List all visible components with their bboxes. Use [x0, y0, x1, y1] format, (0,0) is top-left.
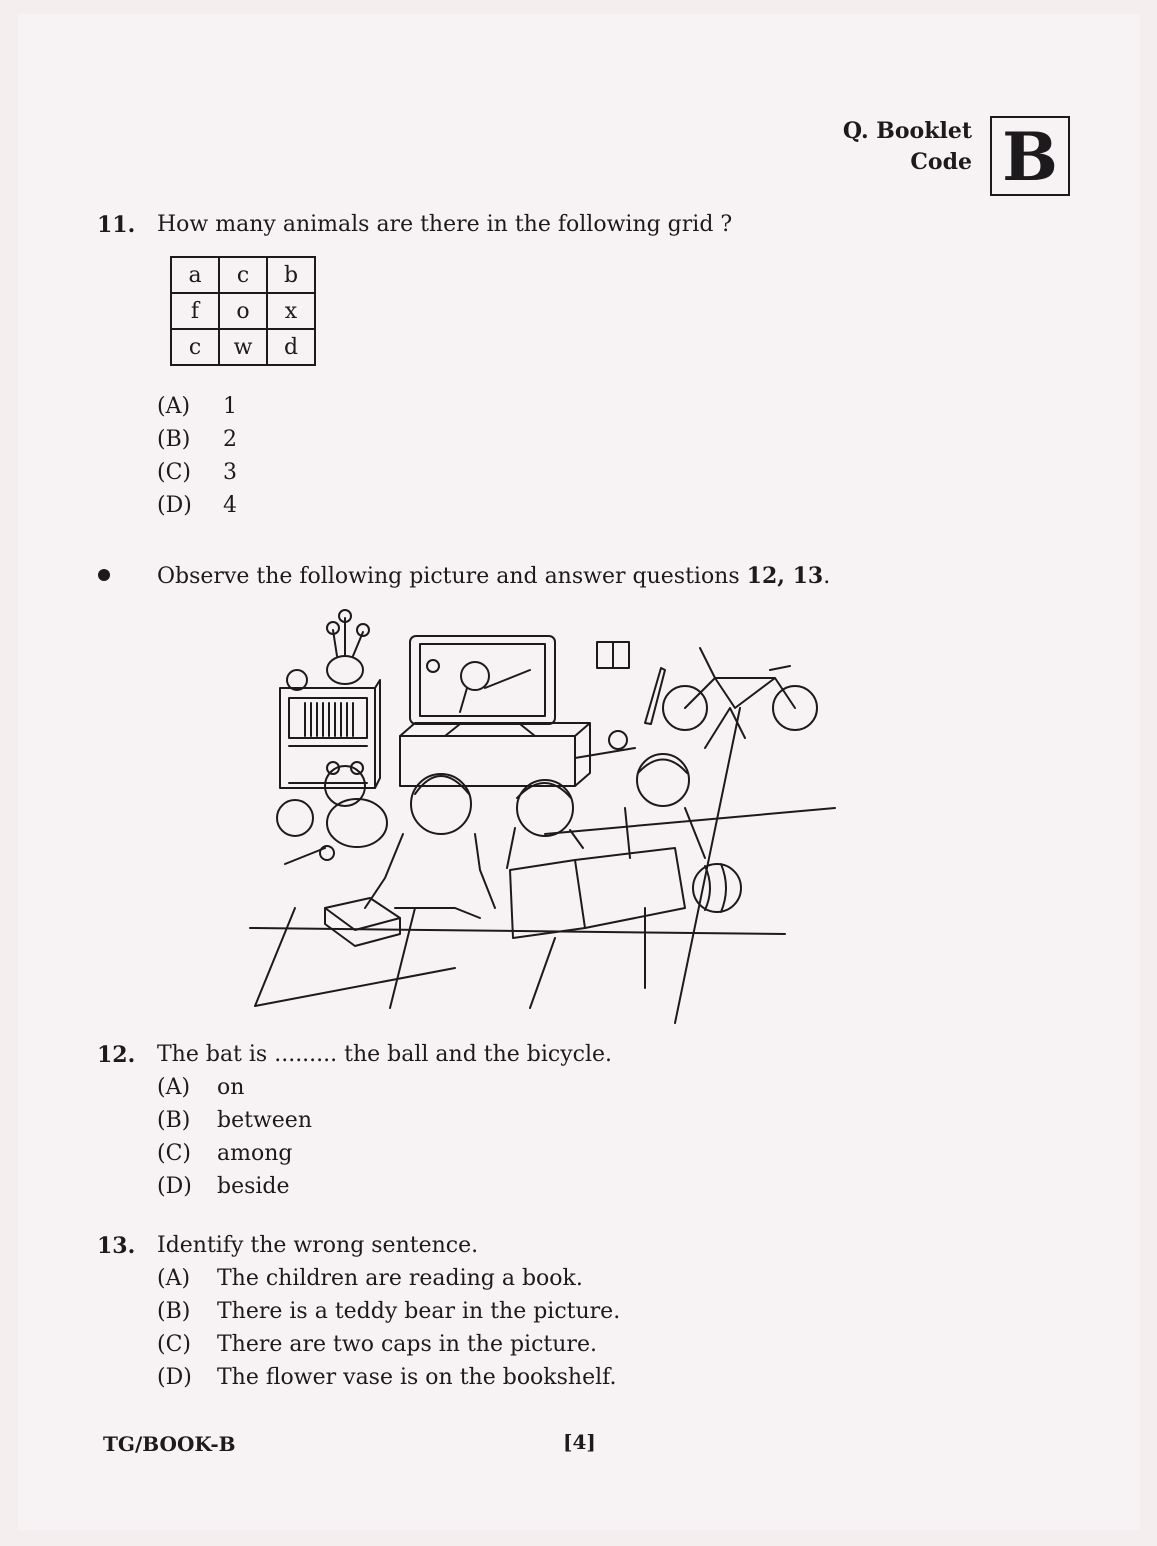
- bullet-icon: [98, 569, 110, 581]
- grid-cell: d: [267, 329, 315, 365]
- question-text: How many animals are there in the following grid ?: [157, 212, 733, 237]
- teddy-bear: [325, 762, 387, 847]
- page-number: [4]: [563, 1430, 596, 1454]
- grid-cell: w: [219, 329, 267, 365]
- option: (A) The children are reading a book.: [157, 1266, 583, 1291]
- flower-vase: [327, 610, 369, 684]
- question-number: 11.: [97, 212, 136, 238]
- option: (A) 1: [157, 394, 237, 419]
- instruction-text: Observe the following picture and answer questions 12, 13.: [157, 563, 831, 589]
- booklet-code-box: B: [990, 116, 1070, 196]
- question-text: Identify the wrong sentence.: [157, 1233, 479, 1258]
- child-2: [507, 748, 635, 868]
- option: (B) There is a teddy bear in the picture.: [157, 1299, 621, 1324]
- option: (B) 2: [157, 427, 237, 452]
- floor-line: [390, 708, 740, 1023]
- question-text: The bat is ......... the ball and the bicycle.: [157, 1042, 613, 1067]
- grid-cell: x: [267, 293, 315, 329]
- grid-cell: o: [219, 293, 267, 329]
- toy: [320, 846, 334, 860]
- child-1: [365, 774, 495, 918]
- booklet-code-label: Q. Booklet Code: [842, 118, 972, 175]
- question-number: 12.: [97, 1042, 136, 1068]
- television: [410, 636, 555, 736]
- children-reading-illustration: [245, 608, 845, 1028]
- striped-ball: [693, 864, 741, 912]
- question-number: 13.: [97, 1233, 136, 1259]
- books-stack: [325, 898, 400, 946]
- option: (C) 3: [157, 460, 237, 485]
- grid-cell: c: [171, 329, 219, 365]
- footer-booklet-id: TG/BOOK-B: [103, 1432, 236, 1456]
- toy-wheel: [277, 800, 313, 836]
- grid-cell: b: [267, 257, 315, 293]
- option: (C) There are two caps in the picture.: [157, 1332, 597, 1357]
- option: (D) 4: [157, 493, 237, 518]
- option: (C) among: [157, 1141, 293, 1166]
- floor-line: [255, 908, 295, 1006]
- q11-options: [157, 390, 237, 522]
- q12-options: [157, 1071, 312, 1203]
- option: (D) The flower vase is on the bookshelf.: [157, 1365, 617, 1390]
- grid-cell: f: [171, 293, 219, 329]
- grid-cell: c: [219, 257, 267, 293]
- q13-options: [157, 1262, 620, 1394]
- cricket-bat: [645, 668, 665, 724]
- option: (B) between: [157, 1108, 312, 1133]
- grid-cell: a: [171, 257, 219, 293]
- option: (D) beside: [157, 1174, 290, 1199]
- cricket-ball: [609, 731, 627, 749]
- option: (A) on: [157, 1075, 245, 1100]
- open-book: [510, 848, 685, 938]
- bicycle: [663, 648, 817, 730]
- floor-line: [255, 808, 835, 1006]
- letter-grid: [170, 256, 316, 366]
